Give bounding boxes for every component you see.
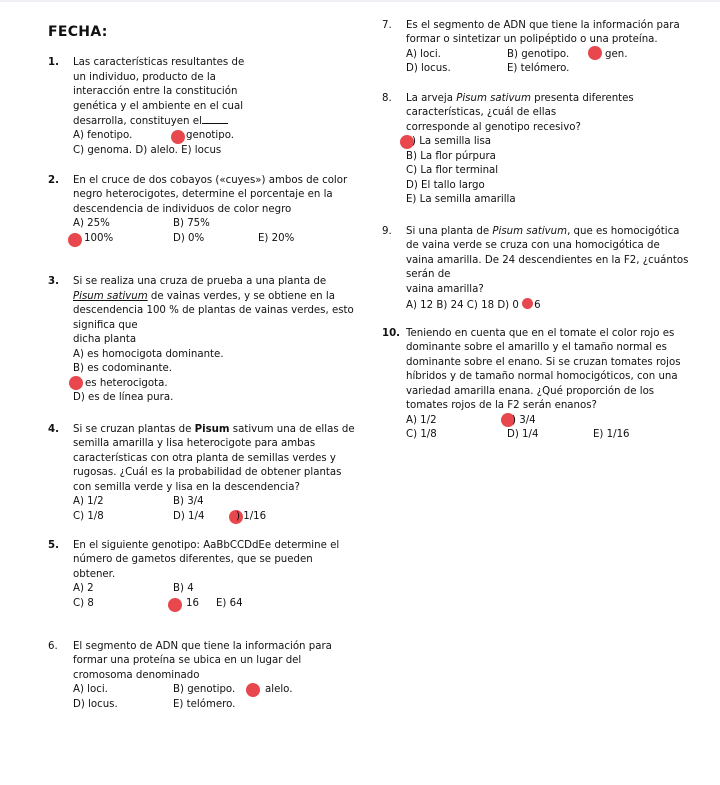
q1-text-line: interacción entre la constitución: [73, 86, 238, 97]
q5-option-b: B) 4: [173, 583, 194, 594]
q6-text-line: formar una proteína se ubica en un lugar del: [73, 655, 302, 666]
q10-option-c: C) 1/8: [406, 429, 437, 440]
q9-text-line: serán de: [406, 269, 451, 280]
q4-option-c: C) 1/8: [73, 511, 104, 522]
q7-option-b: B) genotipo.: [507, 49, 570, 60]
q1-text-last: desarrolla, constituyen el: [73, 116, 202, 127]
q1-text-line: un individuo, producto de la: [73, 72, 216, 83]
answer-mark-dot: [168, 598, 182, 612]
q8-text-a: La arveja: [406, 93, 457, 104]
answer-mark-dot: [522, 298, 533, 309]
answer-mark-dot: [588, 46, 602, 60]
q3-option-d: D) es de línea pura.: [73, 392, 174, 403]
q2-option-d: D) 0%: [173, 233, 205, 244]
q4-text-line: con semilla verde y lisa en la descendencia?: [73, 482, 300, 493]
q1-option-b: genotipo.: [186, 130, 235, 141]
answer-mark-dot: [171, 130, 185, 144]
q9-options-text: A) 12 B) 24 C) 18 D) 0: [406, 300, 523, 311]
q3-text-line: descendencia 100 % de plantas de vainas verdes, esto: [73, 305, 354, 316]
q6-option-d: D) locus.: [73, 699, 118, 710]
q10-number: 10.: [382, 328, 401, 339]
q4-text-line: rugosas. ¿Cuál es la probabilidad de obtener plantas: [73, 467, 342, 478]
q10-text-line: variedad amarilla enana. ¿Qué proporción de los: [406, 386, 655, 397]
q6-number: 6.: [48, 641, 58, 652]
q4-text-line: [73, 423, 355, 438]
q10-text-line: Teniendo en cuenta que en el tomate el color rojo es: [406, 328, 675, 339]
q7-text-line: formar o sintetizar un polipéptido o una proteína.: [406, 34, 658, 45]
q6-text-line: cromosoma denominado: [73, 670, 200, 681]
q1-text-line: Las características resultantes de: [73, 57, 245, 68]
q7-option-a: A) loci.: [406, 49, 441, 60]
q2-number: 2.: [48, 175, 59, 186]
q8-text-line: [406, 92, 634, 107]
q4-option-a: A) 1/2: [73, 496, 104, 507]
q3-text-line: Si se realiza una cruza de prueba a una planta de: [73, 276, 327, 287]
q8-option-b: B) La flor púrpura: [406, 151, 496, 162]
answer-mark-dot: [68, 233, 82, 247]
q1-number: 1.: [48, 57, 59, 68]
q5-number: 5.: [48, 540, 59, 551]
q3-option-a: A) es homocigota dominante.: [73, 349, 224, 360]
q7-option-e: E) telómero.: [507, 63, 570, 74]
q7-option-d: D) locus.: [406, 63, 451, 74]
q10-text-line: tomates rojos de la F2 serán enanos?: [406, 400, 597, 411]
answer-mark-dot: [69, 376, 83, 390]
q4-species-bold: Pisum: [194, 424, 230, 435]
q2-text-line: negro heterocigotes, determine el porcentaje en la: [73, 189, 333, 200]
q7-option-c: gen.: [605, 49, 628, 60]
q3-text-line: [73, 290, 335, 305]
q5-text-line: obtener.: [73, 569, 116, 580]
q10-option-a: A) 1/2: [406, 415, 437, 426]
q8-option-c: C) La flor terminal: [406, 165, 499, 176]
q4-option-e: ) 1/16: [236, 511, 267, 522]
q5-text-line: En el siguiente genotipo: AaBbCCDdEe determine el: [73, 540, 340, 551]
q1-text-line: genética y el ambiente en el cual: [73, 101, 244, 112]
q10-option-d: D) 1/4: [507, 429, 539, 440]
q3-species: Pisum sativum: [73, 291, 148, 302]
q1-options-cde: C) genoma. D) alelo. E) locus: [73, 145, 222, 156]
q3-option-c: es heterocigota.: [85, 378, 168, 389]
q4-option-b: B) 3/4: [173, 496, 204, 507]
q6-option-c: alelo.: [265, 684, 293, 695]
q9-text-a: Si una planta de: [406, 226, 493, 237]
q5-option-e: E) 64: [216, 598, 243, 609]
q4-number: 4.: [48, 424, 59, 435]
q7-text-line: Es el segmento de ADN que tiene la información para: [406, 20, 680, 31]
q1-text-line: [73, 114, 228, 130]
q6-text-line: El segmento de ADN que tiene la información para: [73, 641, 332, 652]
q4-text-line: características con otra planta de semillas verdes y: [73, 453, 336, 464]
q8-option-d: D) El tallo largo: [406, 180, 485, 191]
q4-text-a: Si se cruzan plantas de: [73, 424, 195, 435]
q2-option-e: E) 20%: [258, 233, 295, 244]
q8-text-line: características, ¿cuál de ellas: [406, 107, 557, 118]
answer-mark-dot: [246, 683, 260, 697]
q9-text-line: vaina amarilla. De 24 descendientes en la F2, ¿cuántos: [406, 255, 689, 266]
q3-option-b: B) es codominante.: [73, 363, 172, 374]
q6-option-a: A) loci.: [73, 684, 108, 695]
q3-text-cont: de vainas verdes, y se obtiene en la: [147, 291, 335, 302]
q4-text-line: semilla amarilla y lisa heterocigote para ambas: [73, 438, 316, 449]
q9-text-line: vaina amarilla?: [406, 284, 484, 295]
q9-species: Pisum sativum: [492, 226, 568, 237]
q1-blank: [202, 114, 228, 124]
q5-option-c: C) 8: [73, 598, 94, 609]
q5-text-line: número de gametos diferentes, que se pueden: [73, 554, 313, 565]
q4-text-c: sativum una de ellas de: [229, 424, 355, 435]
q9-text-c: , que es homocigótica: [567, 226, 680, 237]
q5-option-d: 16: [186, 598, 199, 609]
q1-option-a: A) fenotipo.: [73, 130, 133, 141]
q8-text-c: presenta diferentes: [530, 93, 634, 104]
q6-option-b: B) genotipo.: [173, 684, 236, 695]
q10-text-line: dominante sobre el enano. Si se cruzan tomates rojos: [406, 357, 681, 368]
q2-option-c: 100%: [84, 233, 114, 244]
q4-option-d: D) 1/4: [173, 511, 205, 522]
q8-option-e: E) La semilla amarilla: [406, 194, 516, 205]
q3-text-line: dicha planta: [73, 334, 137, 345]
q2-text-line: En el cruce de dos cobayos («cuyes») ambos de color: [73, 175, 348, 186]
q10-option-e: E) 1/16: [593, 429, 630, 440]
q8-number: 8.: [382, 93, 392, 104]
q8-option-a: ) La semilla lisa: [412, 136, 492, 147]
q9-text-line: [406, 225, 679, 240]
q10-text-line: dominante sobre el amarillo y el tamaño normal es: [406, 342, 667, 353]
q9-option-e: 6: [534, 300, 541, 311]
q10-text-line: híbridos y de tamaño normal homocigóticos, con una: [406, 371, 678, 382]
q2-option-a: A) 25%: [73, 218, 110, 229]
q10-option-b: ) 3/4: [512, 415, 536, 426]
q3-text-line: significa que: [73, 320, 138, 331]
q9-text-line: de vaina verde se cruza con una homocigótica de: [406, 240, 660, 251]
q9-number: 9.: [382, 226, 392, 237]
q8-text-line: corresponde al genotipo recesivo?: [406, 122, 581, 133]
top-edge-strip: [0, 0, 720, 2]
q3-number: 3.: [48, 276, 59, 287]
q5-option-a: A) 2: [73, 583, 94, 594]
page-title: FECHA:: [48, 24, 108, 40]
q2-text-line: descendencia de individuos de color negro: [73, 204, 292, 215]
q7-number: 7.: [382, 20, 392, 31]
q6-option-e: E) telómero.: [173, 699, 236, 710]
q2-option-b: B) 75%: [173, 218, 210, 229]
q8-species: Pisum sativum: [456, 93, 531, 104]
q9-options: [406, 298, 541, 314]
